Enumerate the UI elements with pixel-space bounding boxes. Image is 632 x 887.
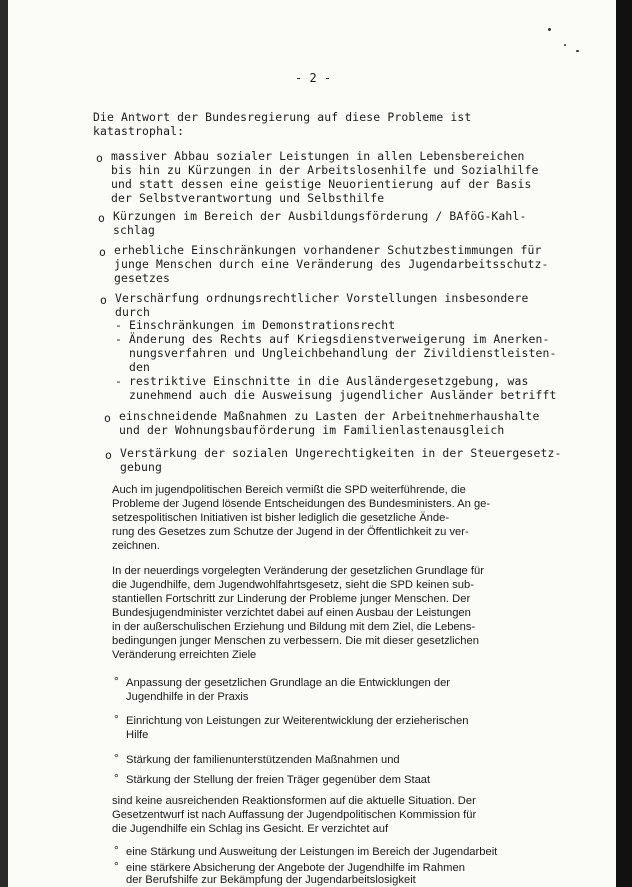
scan-edge-left	[0, 0, 8, 887]
paragraph-line: zeichnen.	[112, 540, 160, 552]
bullet-line: gesetzes	[114, 271, 171, 285]
bullet-line: und statt dessen eine geistige Neuorientierung auf der Basis	[111, 177, 532, 191]
scan-edge-right	[616, 0, 632, 887]
paragraph-line: stantiellen Fortschritt zur Linderung der Probleme junger Menschen. Der	[112, 593, 471, 605]
bullet-marker: °	[114, 674, 119, 688]
bullet-line: junge Menschen durch eine Veränderung des Jugendarbeitsschutz-	[114, 257, 549, 271]
scan-speck	[564, 44, 566, 46]
paragraph-line: Gesetzentwurf ist nach Auffassung der Jugendpolitischen Kommission für	[112, 809, 477, 821]
bullet-line: massiver Abbau sozialer Leistungen in allen Lebensbereichen	[111, 149, 525, 163]
paragraph-line: sind keine ausreichenden Reaktionsformen auf die aktuelle Situation. Der	[112, 795, 476, 807]
sub-bullet-line: - Änderung des Rechts auf Kriegsdienstverweigerung im Anerken-	[115, 332, 550, 346]
bullet-line: Verstärkung der sozialen Ungerechtigkeiten in der Steuergesetz-	[120, 446, 562, 460]
bullet-line: Kürzungen im Bereich der Ausbildungsförderung / BAföG-Kahl-	[113, 209, 527, 223]
bullet-line: eine stärkere Absicherung der Angebote der Jugendhilfe im Rahmen	[126, 862, 465, 874]
bullet-marker: o	[100, 293, 107, 307]
bullet-marker: °	[114, 859, 119, 873]
scan-speck	[576, 50, 579, 52]
bullet-line: Anpassung der gesetzlichen Grundlage an die Entwicklungen der	[126, 677, 451, 689]
paragraph-line: Auch im jugendpolitischen Bereich vermißt die SPD weiterführende, die	[112, 484, 466, 496]
paragraph-line: Bundesjugendminister verzichtet dabei auf einen Ausbau der Leistungen	[112, 607, 471, 619]
paragraph-line: die Jugendhilfe, dem Jugendwohlfahrtsgesetz, sieht die SPD keinen sub-	[112, 579, 474, 591]
sub-bullet-line: - Einschränkungen im Demonstrationsrecht	[115, 318, 396, 332]
scan-speck	[548, 28, 551, 31]
bullet-marker: o	[96, 151, 103, 165]
sub-bullet-line: zunehmend auch die Ausweisung jugendlicher Ausländer betrifft	[115, 388, 557, 402]
bullet-marker: °	[114, 751, 119, 765]
bullet-marker: °	[114, 712, 119, 726]
bullet-line: bis hin zu Kürzungen in der Arbeitslosenhilfe und Sozialhilfe	[111, 163, 539, 177]
bullet-marker: o	[105, 448, 112, 462]
sub-bullet-line: den	[115, 360, 151, 374]
intro-line: katastrophal:	[93, 124, 185, 138]
sub-bullet-line: - restriktive Einschnitte in die Ausländergesetzgebung, was	[115, 374, 529, 388]
paragraph-line: setzespolitischen Initiativen ist bisher lediglich die gesetzliche Ände-	[112, 512, 450, 524]
bullet-line: Stärkung der familienunterstützenden Maßnahmen und	[126, 754, 400, 766]
bullet-marker: o	[99, 245, 106, 259]
paragraph-line: In der neuerdings vorgelegten Veränderung der gesetzlichen Grundlage für	[112, 565, 484, 577]
paragraph-line: in der außerschulischen Erziehung und Bildung mit dem Ziel, die Lebens-	[112, 621, 476, 633]
paragraph-line: die Jugendhilfe ein Schlag ins Gesicht. Er verzichtet auf	[112, 823, 389, 835]
bullet-line: der Berufshilfe zur Bekämpfung der Jugendarbeitslosigkeit	[126, 874, 416, 886]
bullet-line: schlag	[113, 223, 156, 237]
bullet-line: Stärkung der Stellung der freien Träger gegenüber dem Staat	[126, 774, 431, 786]
bullet-line: Einrichtung von Leistungen zur Weiterentwicklung der erzieherischen	[126, 715, 469, 727]
paragraph-line: Probleme der Jugend lösende Entscheidungen des Bundesministers. An ge-	[112, 498, 491, 510]
page-number: - 2 -	[295, 71, 332, 85]
bullet-marker: °	[114, 843, 119, 857]
paragraph-line: Veränderung erreichten Ziele	[112, 649, 257, 661]
bullet-line: einschneidende Maßnahmen zu Lasten der Arbeitnehmerhaushalte	[119, 409, 540, 423]
bullet-line: eine Stärkung und Ausweitung der Leistungen im Bereich der Jugendarbeit	[126, 846, 498, 858]
bullet-line: Jugendhilfe in der Praxis	[126, 691, 249, 703]
paragraph-line: bedingungen junger Menschen zu verbessern. Die mit dieser gesetzlichen	[112, 635, 479, 647]
bullet-marker: °	[114, 771, 119, 785]
bullet-marker: o	[98, 211, 105, 225]
paragraph-line: rung des Gesetzes zum Schutze der Jugend in der Öffentlichkeit zu ver-	[112, 526, 469, 538]
bullet-line: Verschärfung ordnungsrechtlicher Vorstellungen insbesondere	[115, 291, 529, 305]
bullet-line: durch	[115, 305, 151, 319]
bullet-line: der Selbstverantwortung und Selbsthilfe	[111, 191, 385, 205]
bullet-line: Hilfe	[126, 729, 149, 741]
intro-line: Die Antwort der Bundesregierung auf diese Probleme ist	[93, 110, 472, 124]
bullet-marker: o	[104, 411, 111, 425]
sub-bullet-line: nungsverfahren und Ungleichbehandlung der Zivildienstleisten-	[115, 346, 557, 360]
document-page	[8, 0, 616, 887]
bullet-line: und der Wohnungsbauförderung im Familienlastenausgleich	[119, 423, 505, 437]
bullet-line: gebung	[120, 460, 163, 474]
bullet-line: erhebliche Einschränkungen vorhandener Schutzbestimmungen für	[114, 243, 542, 257]
